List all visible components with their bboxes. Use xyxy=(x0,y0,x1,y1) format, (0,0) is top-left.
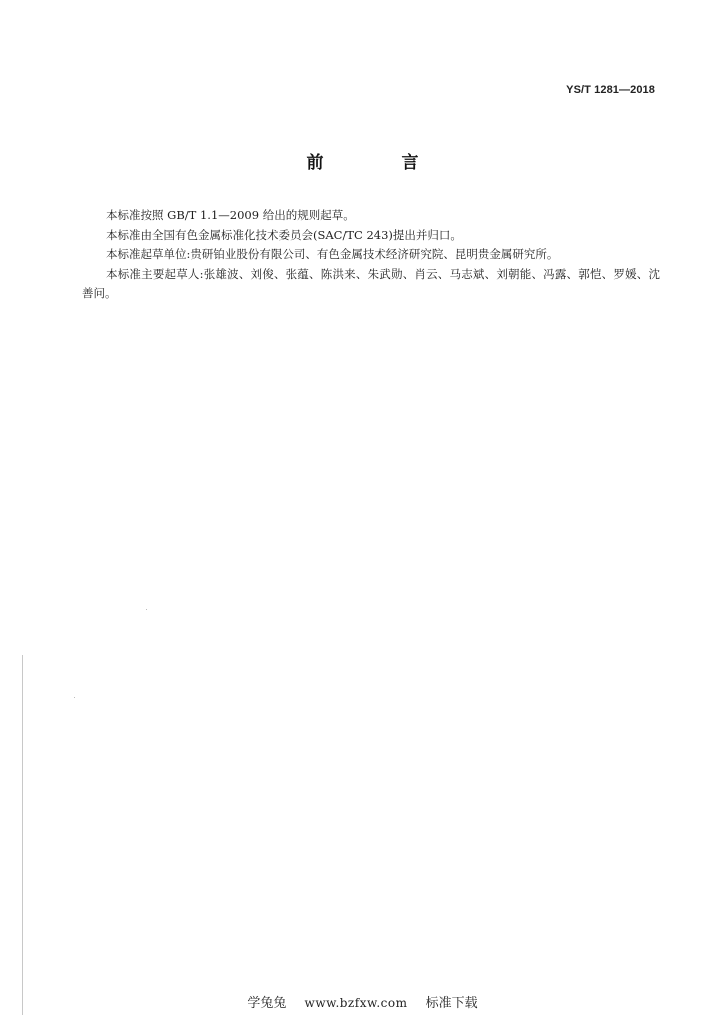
scan-speck xyxy=(74,697,75,698)
footer-url-link[interactable]: www.bzfxw.com xyxy=(304,996,408,1010)
standard-code: YS/T 1281—2018 xyxy=(566,84,655,96)
page-title: 前 言 xyxy=(306,153,455,173)
paragraph-proposer: 本标准由全国有色金属标准化技术委员会(SAC/TC 243)提出并归口。 xyxy=(106,227,462,242)
paragraph-drafting-rules: 本标准按照 GB/T 1.1—2009 给出的规则起草。 xyxy=(106,208,355,222)
footer-watermark xyxy=(0,992,725,1011)
footer-site-name: 学兔兔 xyxy=(247,996,287,1011)
foreword-body xyxy=(82,206,660,304)
paragraph-drafters: 本标准主要起草人:张雄波、刘俊、张蕴、陈洪来、朱武勋、肖云、马志斌、刘朝能、冯露、郭恺、罗媛、沈善问。 xyxy=(82,266,660,300)
paragraph-drafting-units: 本标准起草单位:贵研铂业股份有限公司、有色金属技术经济研究院、昆明贵金属研究所。 xyxy=(106,247,559,261)
scan-edge-line xyxy=(22,655,23,1015)
footer-tagline: 标准下载 xyxy=(425,996,478,1011)
scan-speck xyxy=(146,609,147,610)
